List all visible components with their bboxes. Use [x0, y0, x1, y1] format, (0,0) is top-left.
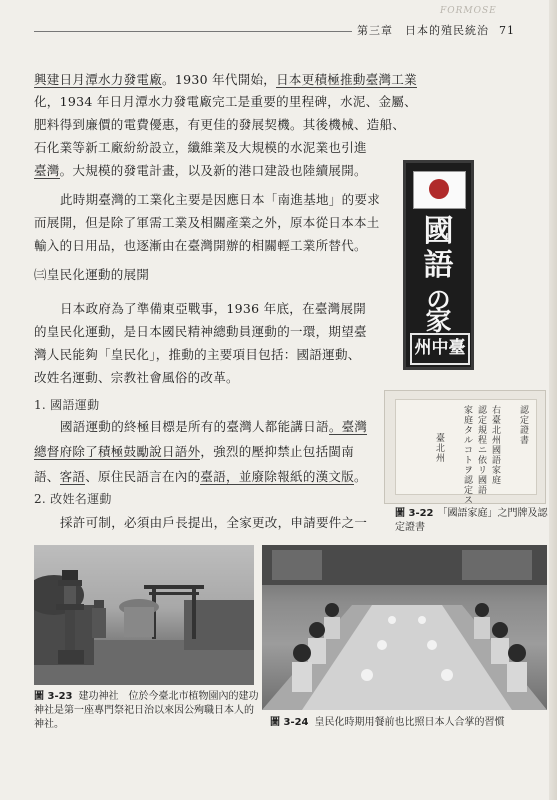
paragraph-line: 石化業等新工廠紛紛設立，纖維業及大規模的水泥業也引進: [34, 140, 367, 155]
text-span: 臺語: [200, 469, 227, 484]
sign-char: の: [426, 285, 451, 314]
paragraph-line: [34, 466, 367, 488]
text-span: 客語: [59, 469, 86, 484]
paragraph-line: [34, 69, 417, 91]
paragraph-line: 灣人民能夠「皇民化」，推動的主要項目包括：國語運動、: [34, 347, 361, 362]
header-rule: [34, 31, 352, 32]
paragraph-line: 化，1934 年日月潭水力發電廠完工是重要的里程碑，水泥、金屬、: [34, 94, 417, 109]
page-edge: [549, 0, 557, 800]
cert-text: 右臺北州國語家庭: [492, 406, 502, 486]
text-span: 。臺灣: [328, 419, 368, 434]
cert-text: 臺北州: [436, 434, 446, 464]
paragraph-line: [34, 441, 354, 463]
sign-city: 州中臺: [410, 333, 470, 365]
paragraph-line: 此時期臺灣的工業化主要是因應日本「南進基地」的要求: [60, 192, 381, 207]
text-span: ，強烈的壓抑禁止包括閩南: [200, 444, 355, 459]
chapter-title: 第三章 日本的殖民統治: [357, 24, 489, 37]
figure-caption: [34, 690, 259, 732]
dining-illustration: [262, 545, 547, 710]
cert-text: 認定證書: [520, 406, 530, 446]
text-span: 臺灣: [34, 163, 60, 178]
text-span: 。大規模的發電計畫，以及新的港口建設也陸續展開。: [59, 163, 367, 178]
text-span: 。1930 年代開始，: [162, 72, 277, 87]
watermark-text: FORMOSE: [440, 6, 497, 16]
subheading: 1. 國語運動: [34, 398, 100, 412]
text-span: 。: [354, 469, 367, 484]
shrine-illustration: [34, 545, 254, 685]
sign-char: 國: [423, 214, 454, 249]
paragraph-line: 肥料得到廉價的電費優惠，有更佳的發展契機。其後機械、造船、: [34, 117, 406, 132]
caption-number: 圖 3-22: [395, 508, 434, 519]
cert-text: 認定規程ニ依リ國語: [478, 406, 488, 496]
paragraph-line: [60, 416, 367, 438]
page-number: 71: [499, 24, 515, 37]
paragraph-line: 改姓名運動、宗教社會風俗的改革。: [34, 370, 239, 385]
figure-caption: [395, 507, 550, 535]
subheading: 2. 改姓名運動: [34, 492, 112, 506]
japan-flag-icon: [413, 171, 466, 209]
paragraph-line: [34, 160, 367, 182]
section-heading: ㈢皇民化運動的展開: [34, 267, 150, 282]
kokugo-family-nameplate-image: [403, 160, 474, 370]
text-span: 、原住民語言在內的: [85, 469, 201, 484]
caption-text: 皇民化時期用餐前也比照日本人合掌的習慣: [314, 717, 505, 728]
figure-caption: [270, 716, 550, 730]
sign-char: 家: [425, 307, 452, 337]
text-span: ，並廢除報紙的漢文版: [226, 469, 355, 484]
text-span: 興建日月潭水力發電廠: [34, 72, 163, 87]
sign-char: 語: [423, 248, 454, 283]
paragraph-line: 的皇民化運動，是日本國民精神總動員運動的一環，期望臺: [34, 324, 367, 339]
paragraph-line: 而展開，但是除了軍需工業及相關產業之外，原本從日本本土: [34, 215, 380, 230]
running-header: [357, 22, 547, 38]
text-span: 國語運動的終極目標是所有的臺灣人都能講日語: [60, 419, 329, 434]
text-span: 語、: [34, 469, 60, 484]
caption-number: 圖 3-24: [270, 717, 309, 728]
paragraph-line: 輸入的日用品，也逐漸由在臺灣開辦的相關輕工業所替代。: [34, 238, 367, 253]
dining-photo: [262, 545, 547, 710]
text-span: 日本更積極推動臺灣工業: [276, 72, 417, 87]
paragraph-line: 日本政府為了準備東亞戰事，1936 年底，在臺灣展開: [60, 301, 367, 316]
text-span: 總督府除了積極鼓勵說日語外: [34, 444, 201, 459]
caption-text: 「國語家庭」之門牌及認定證書: [395, 508, 548, 533]
shrine-photo: [34, 545, 254, 685]
caption-text: 建功神社 位於今臺北市植物園內的建功神社是第一座專門祭祀日治以來因公殉職日本人的神社。: [34, 691, 259, 730]
paragraph-line: 採許可制，必須由戶長提出，全家更改，申請要件之一: [60, 515, 368, 530]
certificate-image: [384, 390, 546, 504]
caption-number: 圖 3-23: [34, 691, 73, 702]
cert-text: 家庭タルコトヲ認定ス: [464, 406, 474, 506]
